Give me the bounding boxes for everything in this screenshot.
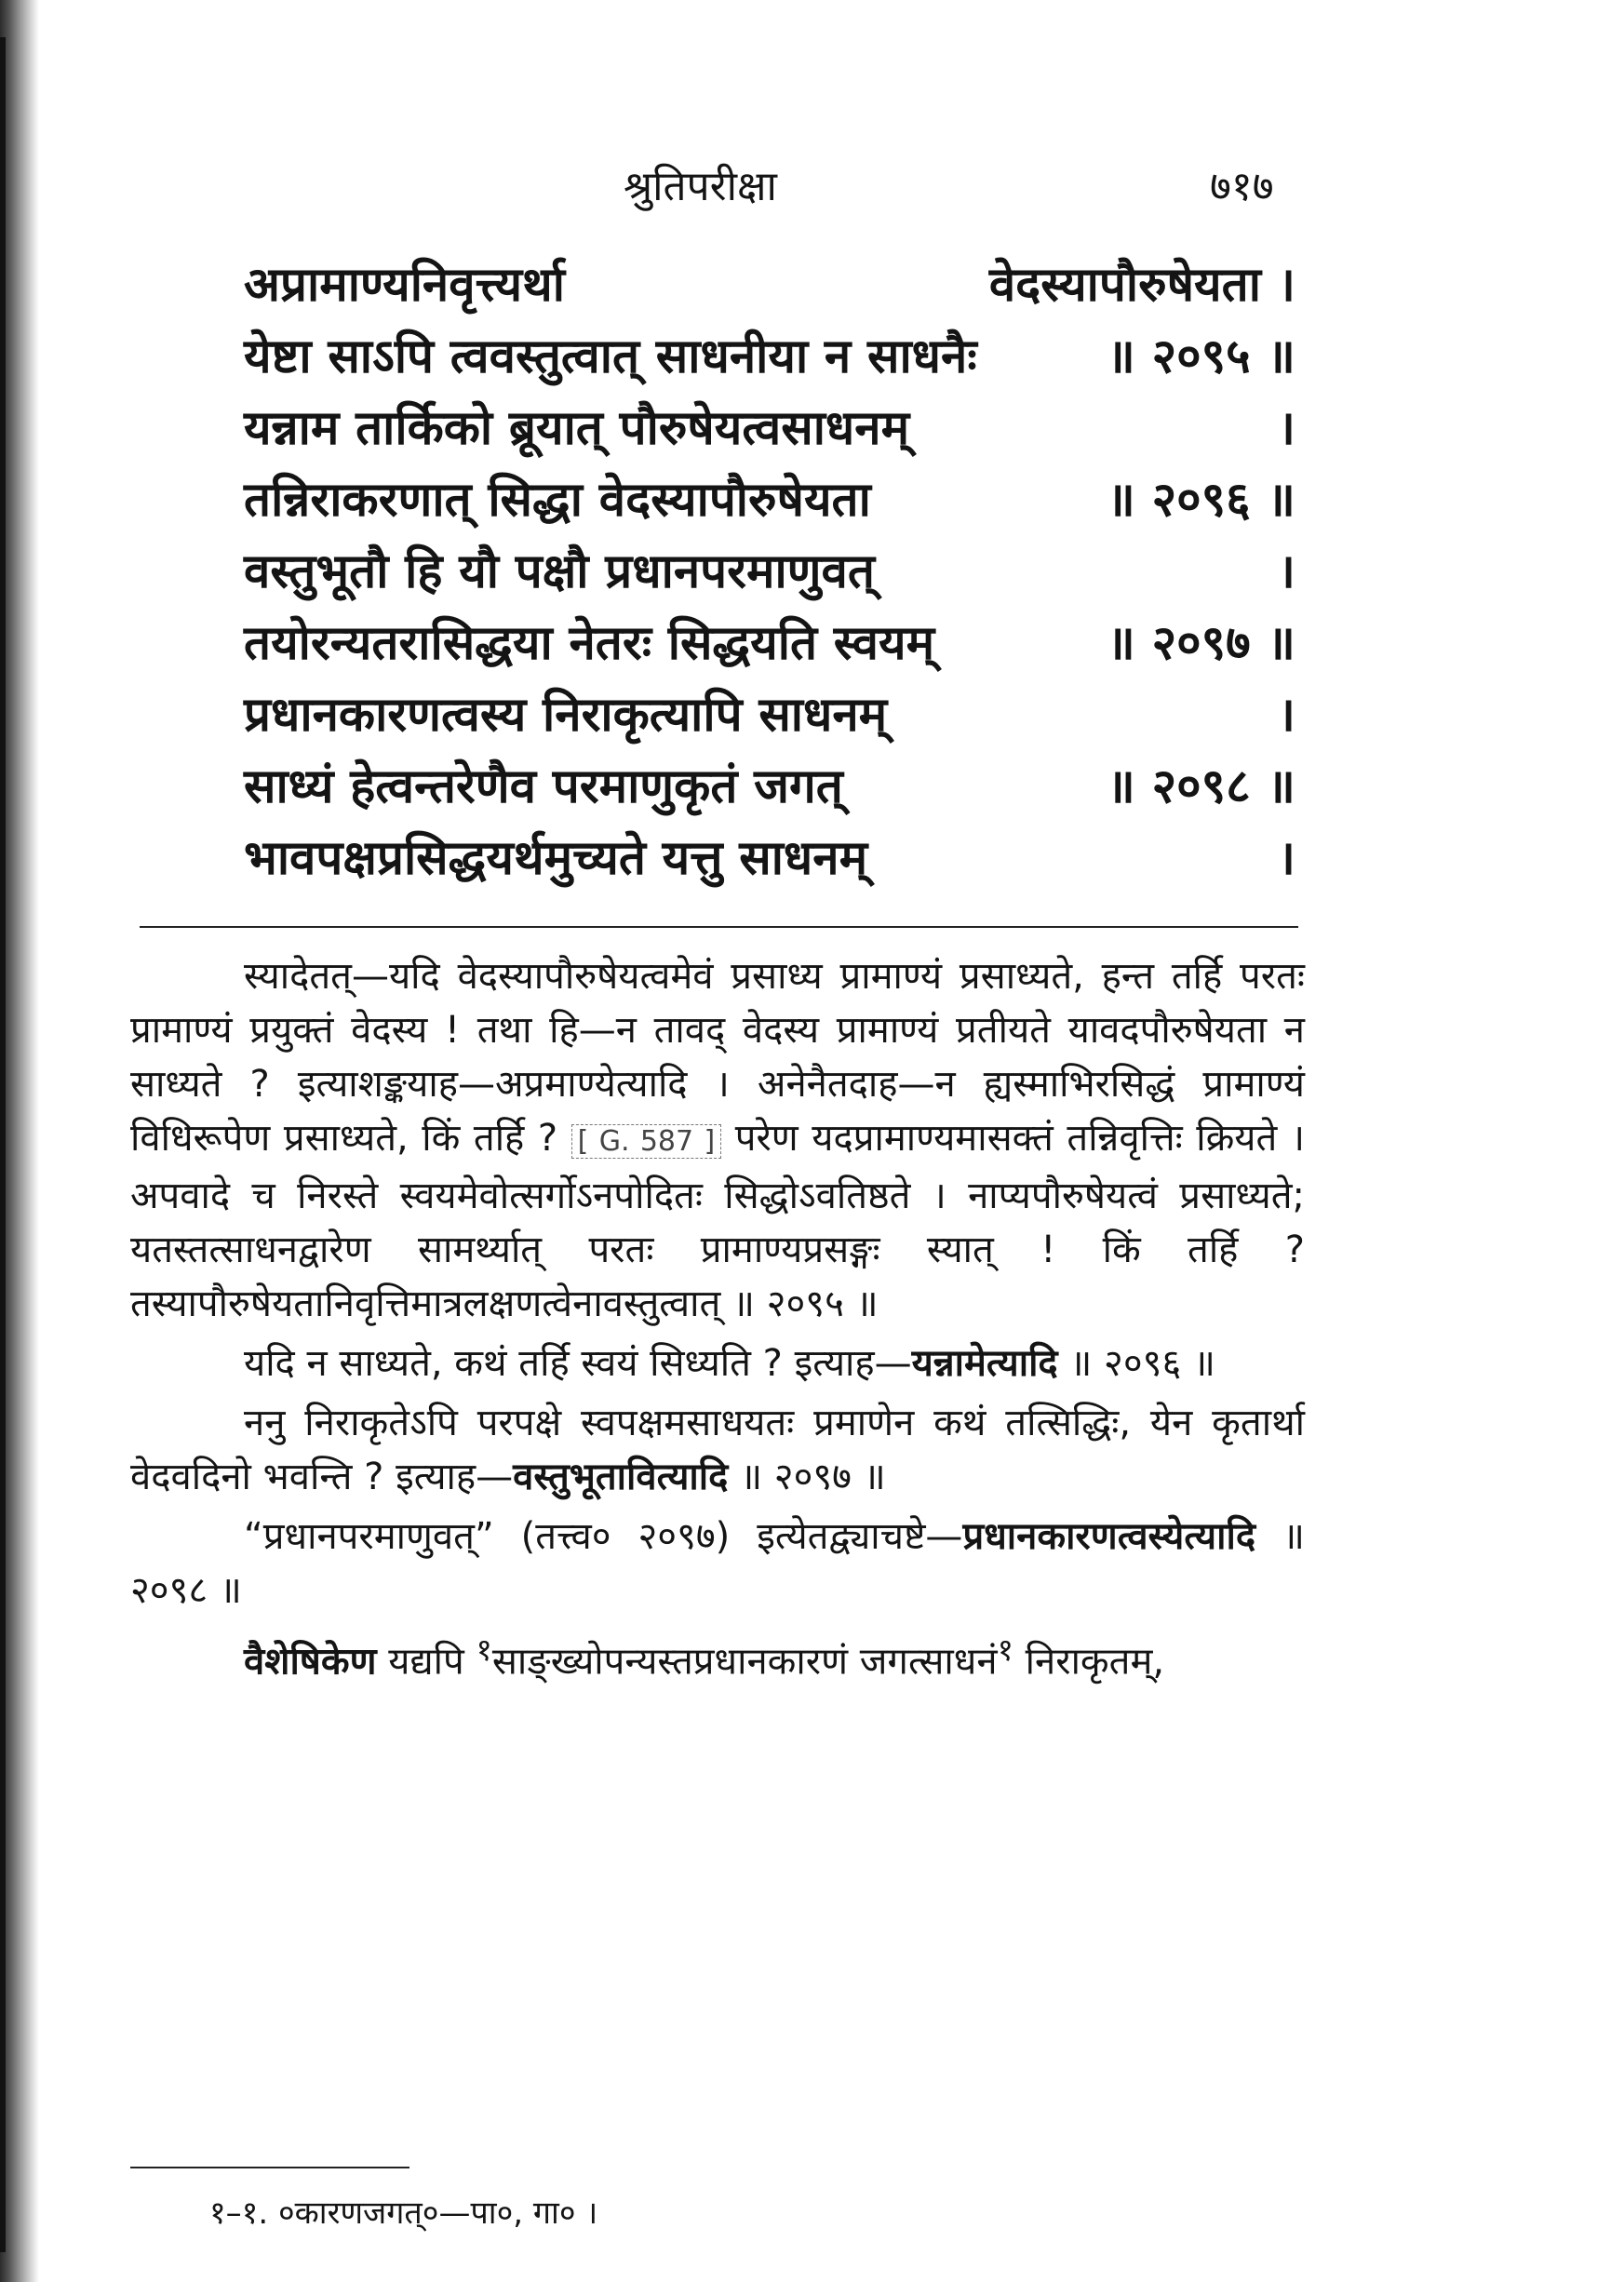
verse-end: वेदस्यापौरुषेयता । xyxy=(988,258,1295,313)
verse-text: यन्नाम तार्किको ब्रूयात् पौरुषेयत्वसाधनम् xyxy=(244,401,910,456)
verse-line xyxy=(244,543,1295,602)
scanned-page-edge xyxy=(0,0,39,2282)
verse-end: । xyxy=(1277,401,1295,456)
commentary-pratika: यन्नामेत्यादि xyxy=(911,1342,1058,1385)
verse-line xyxy=(244,829,1295,889)
commentary-text: परेण यदप्रामाण्यमासक्तं तन्निवृत्तिः क्रियते । अपवादे च निरस्ते स्वयमेवोत्सर्गोऽनपोदितः सिद्धोऽवतिष्ठते । नाप्यपौरुषेयत्वं प्रसाध्यते; यतस्तत्साधनद्वारेण सामर्थ्यात् परतः प्रामाण्यप्रसङ्गः स्यात् ! किं तर्हि ? तस्यापौरुषेयतानिवृत्तिमात्रलक्षणत्वेनावस्तुत्वात् ॥ २०९५ ॥ xyxy=(130,1117,1306,1325)
commentary-paragraph xyxy=(130,1510,1305,1618)
footnote-divider xyxy=(130,2167,409,2168)
commentary-paragraph xyxy=(130,1336,1305,1390)
page-number: ७१७ xyxy=(1210,163,1274,210)
verse-text: तन्निराकरणात् सिद्धा वेदस्यापौरुषेयता xyxy=(244,473,871,528)
verse-line xyxy=(244,614,1295,674)
footnote-marker: १ xyxy=(997,1631,1013,1668)
verse-line xyxy=(244,399,1295,459)
commentary-block xyxy=(130,949,1305,1694)
verse-end: ॥ २०९६ ॥ xyxy=(1107,473,1295,528)
verse-end: ॥ २०९८ ॥ xyxy=(1107,759,1295,814)
verse-end: । xyxy=(1277,688,1295,743)
commentary-text: साङ्ख्योपन्यस्तप्रधानकारणं जगत्साधनं xyxy=(491,1640,998,1684)
verse-line xyxy=(244,758,1295,817)
verse-text: येष्टा साऽपि त्ववस्तुत्वात् साधनीया न साधनैः xyxy=(244,329,977,384)
verse-commentary-divider xyxy=(140,926,1298,928)
verse-line xyxy=(244,686,1295,745)
verse-line xyxy=(244,328,1295,387)
verse-text: वस्तुभूतौ हि यौ पक्षौ प्रधानपरमाणुवत् xyxy=(244,544,875,599)
verse-reference: ॥ २०९६ ॥ xyxy=(1057,1342,1215,1385)
commentary-pratika: वस्तुभूतावित्यादि xyxy=(513,1456,729,1498)
verse-text: भावपक्षप्रसिद्धयर्थमुच्यते यत्तु साधनम् xyxy=(244,831,868,886)
commentary-pratika: प्रधानकारणत्वस्येत्यादि xyxy=(962,1515,1256,1558)
commentary-paragraph xyxy=(130,1396,1305,1504)
verse-reference: ॥ २०९८ ॥ xyxy=(130,1515,1305,1612)
edition-page-marker: [ G. 587 ] xyxy=(571,1124,722,1159)
binding-shadow xyxy=(0,37,6,2252)
running-title: श्रुतिपरीक्षा xyxy=(624,163,777,210)
verse-text: प्रधानकारणत्वस्य निराकृत्यापि साधनम् xyxy=(244,688,888,743)
commentary-pratika: अप्रमाण्येत्यादि xyxy=(494,1063,688,1106)
footnote: १–१. ०कारणजगत्०—पा०, गा० । xyxy=(209,2195,598,2232)
verse-text: साध्यं हेत्वन्तरेणैव परमाणुकृतं जगत् xyxy=(244,759,843,814)
verse-end: । xyxy=(1277,544,1295,599)
verse-line xyxy=(244,471,1295,530)
commentary-paragraph xyxy=(130,1623,1305,1688)
commentary-text: यदि न साध्यते, कथं तर्हि स्वयं सिध्यति ? इत्याह— xyxy=(244,1342,912,1385)
commentary-paragraph xyxy=(130,949,1305,1331)
commentary-text: स्यादेतत्—यदि वेदस्यापौरुषेयत्वमेवं प्रसाध्य प्रामाण्यं प्रसाध्यते, हन्त तर्हि परतः प्रामाण्यं प्रयुक्तं वेदस्य ! तथा हि—न तावद् वेदस्य प्रामाण्यं प्रतीयते यावदपौरुषेयता न साध्यते ? इत्याशङ्कयाह— xyxy=(130,955,1305,1106)
verse-reference: ॥ २०९७ ॥ xyxy=(728,1456,886,1498)
verse-end: ॥ २०९७ ॥ xyxy=(1107,616,1295,671)
commentary-text: । अनेनैतदाह—न ह्यस्माभिरसिद्धं प्रामाण्यं विधिरूपेण प्रसाध्यते, किं तर्हि ? xyxy=(130,1063,1305,1160)
commentary-pratika: वैशेषिकेण xyxy=(244,1640,377,1684)
footnote-marker: १ xyxy=(476,1631,492,1668)
verse-end: ॥ २०९५ ॥ xyxy=(1107,329,1295,384)
verse-text: अप्रामाण्यनिवृत्त्यर्था xyxy=(244,258,565,313)
verse-text: तयोरन्यतरासिद्धया नेतरः सिद्धयति स्वयम् xyxy=(244,616,935,671)
verse-line xyxy=(244,256,1295,315)
commentary-text: “प्रधानपरमाणुवत्” (तत्त्व० २०९७) इत्येतद्व्याचष्टे— xyxy=(244,1515,963,1558)
verse-end: । xyxy=(1277,831,1295,886)
verse-block xyxy=(244,256,1295,901)
commentary-text: यद्यपि xyxy=(376,1640,476,1684)
commentary-text: निराकृतम्, xyxy=(1013,1640,1165,1684)
commentary-text: ननु निराकृतेऽपि परपक्षे स्वपक्षमसाधयतः प्रमाणेन कथं तत्सिद्धिः, येन कृतार्था वेदवदिनो भवन्ति ? इत्याह— xyxy=(130,1402,1305,1498)
